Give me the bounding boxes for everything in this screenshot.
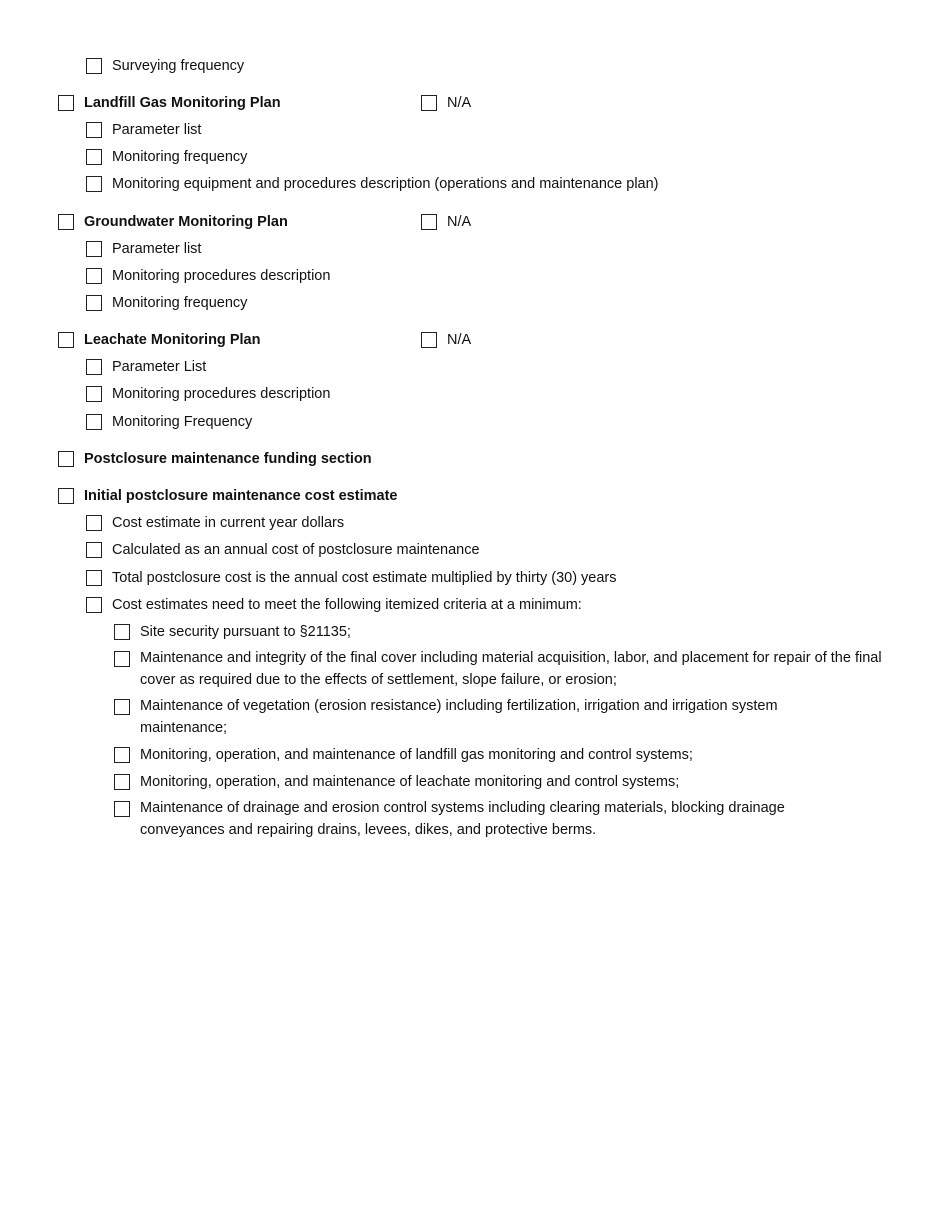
groundwater-procedures-label: Monitoring procedures description <box>112 268 331 284</box>
surveying-frequency-label: Surveying frequency <box>112 58 245 74</box>
criteria-item-label: Monitoring, operation, and maintenance of landfill gas monitoring and control systems; <box>140 747 693 763</box>
groundwater-na-label: N/A <box>447 214 472 230</box>
criteria-item-checkbox[interactable] <box>114 747 130 763</box>
leachate-parameter-list-checkbox[interactable] <box>86 359 102 375</box>
landfill-gas-monitoring-frequency-label: Monitoring frequency <box>112 149 248 165</box>
criteria-item-label: Site security pursuant to §21135; <box>140 624 351 640</box>
leachate-plan-checkbox[interactable] <box>58 332 74 348</box>
total-cost-checkbox[interactable] <box>86 570 102 586</box>
groundwater-plan-title: Groundwater Monitoring Plan <box>84 214 288 230</box>
landfill-gas-parameter-list-label: Parameter list <box>112 122 202 138</box>
landfill-gas-plan-title: Landfill Gas Monitoring Plan <box>84 95 281 111</box>
criteria-item-checkbox[interactable] <box>114 651 130 667</box>
criteria-checkbox[interactable] <box>86 597 102 613</box>
funding-section-checkbox[interactable] <box>58 451 74 467</box>
landfill-gas-parameter-list-checkbox[interactable] <box>86 122 102 138</box>
criteria-item-checkbox[interactable] <box>114 774 130 790</box>
criteria-item-checkbox[interactable] <box>114 699 130 715</box>
surveying-frequency-checkbox[interactable] <box>86 58 102 74</box>
leachate-na-checkbox[interactable] <box>421 332 437 348</box>
leachate-procedures-checkbox[interactable] <box>86 386 102 402</box>
leachate-monitoring-frequency-checkbox[interactable] <box>86 414 102 430</box>
groundwater-parameter-list-checkbox[interactable] <box>86 241 102 257</box>
criteria-item-checkbox[interactable] <box>114 624 130 640</box>
cost-estimate-checkbox[interactable] <box>58 488 74 504</box>
cost-estimate-title: Initial postclosure maintenance cost estimate <box>84 488 398 504</box>
groundwater-plan-checkbox[interactable] <box>58 214 74 230</box>
leachate-na-label: N/A <box>447 332 472 348</box>
annual-cost-label: Calculated as an annual cost of postclosure maintenance <box>112 542 480 558</box>
criteria-item-label: Monitoring, operation, and maintenance of leachate monitoring and control systems; <box>140 774 680 790</box>
current-year-label: Cost estimate in current year dollars <box>112 515 345 531</box>
landfill-gas-monitoring-frequency-checkbox[interactable] <box>86 149 102 165</box>
annual-cost-checkbox[interactable] <box>86 542 102 558</box>
criteria-item-label: Maintenance of drainage and erosion control systems including clearing materials, blocking drainage conveyances and repairing drains, levees, dikes, and protective berms. <box>140 800 785 838</box>
groundwater-parameter-list-label: Parameter list <box>112 241 202 257</box>
leachate-procedures-label: Monitoring procedures description <box>112 386 331 402</box>
landfill-gas-plan-checkbox[interactable] <box>58 95 74 111</box>
criteria-item-label: Maintenance of vegetation (erosion resistance) including fertilization, irrigation and irrigation system maintenance; <box>140 698 778 736</box>
current-year-checkbox[interactable] <box>86 515 102 531</box>
criteria-item-label: Maintenance and integrity of the final cover including material acquisition, labor, and placement for repair of the final cover as required due to the effects of settlement, slope failure, or erosion; <box>140 650 882 688</box>
groundwater-na-checkbox[interactable] <box>421 214 437 230</box>
leachate-plan-title: Leachate Monitoring Plan <box>84 332 261 348</box>
leachate-monitoring-frequency-label: Monitoring Frequency <box>112 414 253 430</box>
groundwater-monitoring-frequency-checkbox[interactable] <box>86 295 102 311</box>
landfill-gas-equipment-checkbox[interactable] <box>86 176 102 192</box>
groundwater-monitoring-frequency-label: Monitoring frequency <box>112 295 248 311</box>
total-cost-label: Total postclosure cost is the annual cost estimate multiplied by thirty (30) years <box>112 570 617 586</box>
landfill-gas-equipment-label: Monitoring equipment and procedures description (operations and maintenance plan) <box>112 176 659 192</box>
leachate-parameter-list-label: Parameter List <box>112 359 207 375</box>
funding-section-title: Postclosure maintenance funding section <box>84 451 372 467</box>
criteria-label: Cost estimates need to meet the following itemized criteria at a minimum: <box>112 597 582 613</box>
landfill-gas-na-checkbox[interactable] <box>421 95 437 111</box>
landfill-gas-na-label: N/A <box>447 95 472 111</box>
criteria-item-checkbox[interactable] <box>114 801 130 817</box>
groundwater-procedures-checkbox[interactable] <box>86 268 102 284</box>
